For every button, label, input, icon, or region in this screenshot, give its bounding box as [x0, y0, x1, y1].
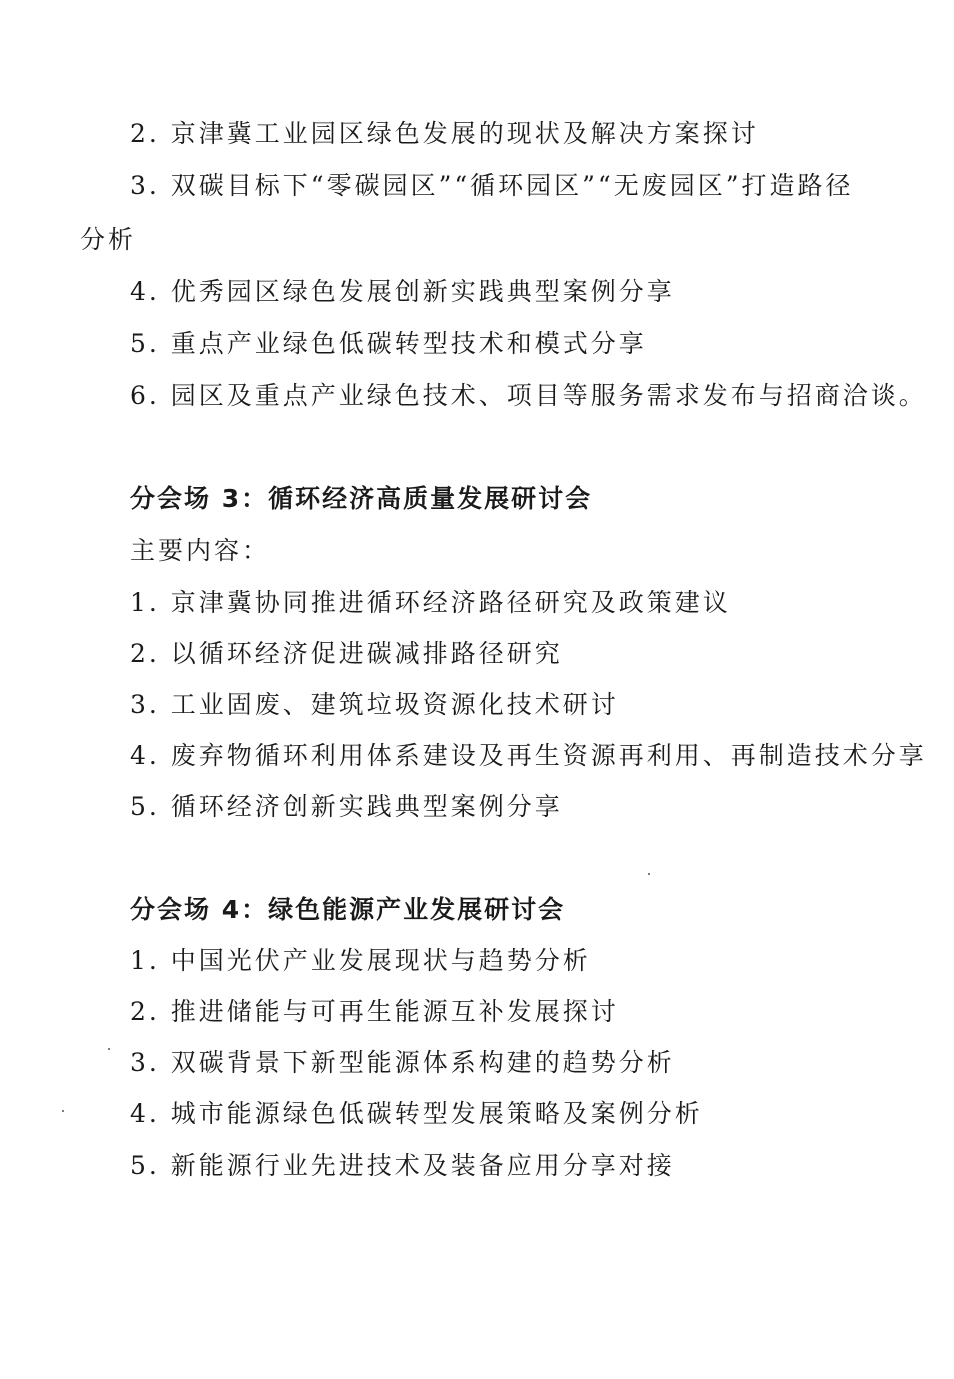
- scan-speck: [648, 873, 650, 875]
- list-item: 4. 优秀园区绿色发展创新实践典型案例分享: [130, 277, 675, 306]
- venue3-item: 2. 以循环经济促进碳减排路径研究: [130, 639, 563, 668]
- venue4-item: 1. 中国光伏产业发展现状与趋势分析: [130, 946, 591, 975]
- scan-speck: [108, 1048, 110, 1050]
- venue4-item: 2. 推进储能与可再生能源互补发展探讨: [130, 997, 619, 1026]
- venue3-item: 1. 京津冀协同推进循环经济路径研究及政策建议: [130, 588, 731, 617]
- list-item: 6. 园区及重点产业绿色技术、项目等服务需求发布与招商洽谈。: [130, 381, 927, 410]
- venue3-item: 5. 循环经济创新实践典型案例分享: [130, 792, 563, 821]
- venue4-item: 4. 城市能源绿色低碳转型发展策略及案例分析: [130, 1099, 703, 1128]
- venue3-title: 分会场 3：循环经济高质量发展研讨会: [130, 484, 593, 513]
- venue4-item: 5. 新能源行业先进技术及装备应用分享对接: [130, 1151, 675, 1180]
- scan-speck: [62, 1110, 64, 1112]
- list-item-continuation: 分析: [80, 225, 137, 254]
- venue3-item: 4. 废弃物循环利用体系建设及再生资源再利用、再制造技术分享: [130, 741, 927, 770]
- venue3-content-label: 主要内容：: [130, 536, 271, 565]
- list-item: 3. 双碳目标下“零碳园区”“循环园区”“无废园区”打造路径: [130, 171, 854, 200]
- list-item: 2. 京津冀工业园区绿色发展的现状及解决方案探讨: [130, 119, 759, 148]
- venue4-item: 3. 双碳背景下新型能源体系构建的趋势分析: [130, 1048, 675, 1077]
- venue4-title: 分会场 4：绿色能源产业发展研讨会: [130, 895, 566, 924]
- venue3-item: 3. 工业固废、建筑垃圾资源化技术研讨: [130, 690, 619, 719]
- list-item: 5. 重点产业绿色低碳转型技术和模式分享: [130, 329, 647, 358]
